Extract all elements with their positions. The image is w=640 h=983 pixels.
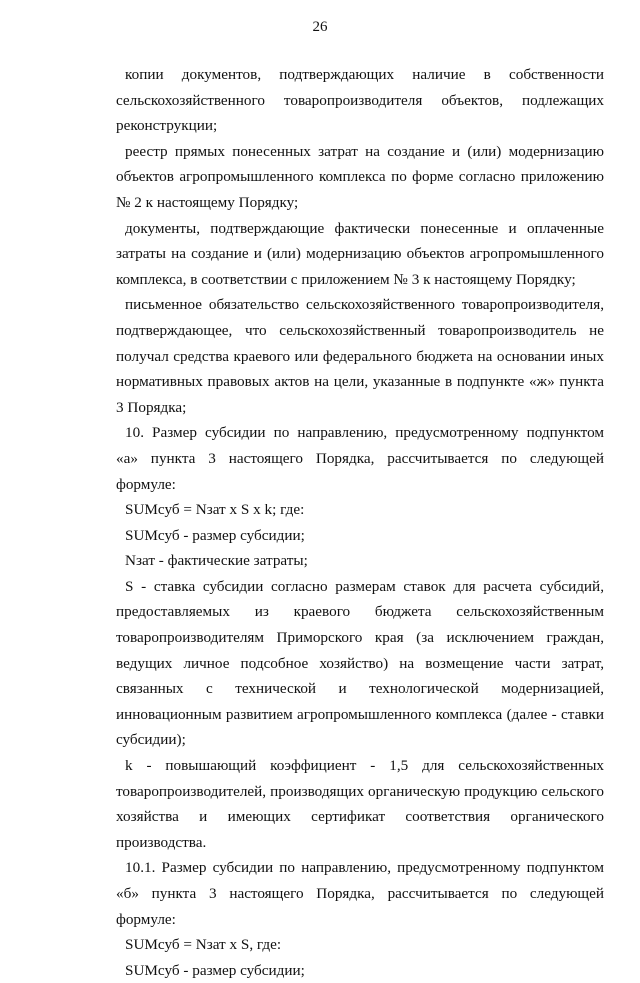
formula-1-sum-definition: SUMсуб - размер субсидии; (125, 526, 305, 544)
formula-1: SUMсуб = Nзат x S x k; где: (125, 501, 305, 519)
paragraph-written-obligation: письменное обязательство сельскохозяйственного товаропроизводителя, подтверждающее, что сельскохозяйственный товаропроизводитель не получал средства краевого или федерального бюджета на основании иных нормативных правовых актов на цели, указанные в подпункте «ж» пункта 3 Порядка; (116, 296, 604, 416)
formula-2: SUMсуб = Nзат x S, где: (125, 936, 282, 954)
page-number: 26 (312, 19, 328, 35)
paragraph-item-10-1: 10.1. Размер субсидии по направлению, предусмотренному подпунктом «б» пункта 3 настоящего Порядка, рассчитывается по следующей формуле: (116, 859, 604, 928)
paragraph-ownership-documents: копии документов, подтверждающих наличие в собственности сельскохозяйственного товаропроизводителя объектов, подлежащих реконструкции; (116, 66, 604, 135)
paragraph-cost-registry: реестр прямых понесенных затрат на создание и (или) модернизацию объектов агропромышленного комплекса по форме согласно приложению № 2 к настоящему Порядку; (116, 142, 604, 211)
formula-1-rate-definition: S - ставка субсидии согласно размерам ставок для расчета субсидий, предоставляемых из краевого бюджета сельскохозяйственным товаропроизводителям Приморского края (за исключением граждан, ведущих личное подсобное хозяйство) на возмещение части затрат, связанных с технической и технологической модернизацией, инновационным развитием агропромышленного комплекса (далее - ставки субсидии); (116, 577, 604, 749)
formula-1-cost-definition: Nзат - фактические затраты; (125, 552, 308, 570)
paragraph-item-10: 10. Размер субсидии по направлению, предусмотренному подпунктом «а» пункта 3 настоящего Порядка, рассчитывается по следующей формуле: (116, 424, 604, 493)
document-body (116, 62, 604, 983)
paragraph-paid-cost-documents: документы, подтверждающие фактически понесенные и оплаченные затраты на создание и (или) модернизацию объектов агропромышленного комплекса, в соответствии с приложением № 3 к настоящему Порядку; (116, 219, 604, 288)
formula-2-sum-definition: SUMсуб - размер субсидии; (125, 961, 305, 979)
formula-1-coefficient-definition: k - повышающий коэффициент - 1,5 для сельскохозяйственных товаропроизводителей, производящих органическую продукцию сельского хозяйства и имеющих сертификат соответствия органического производства. (116, 757, 604, 851)
